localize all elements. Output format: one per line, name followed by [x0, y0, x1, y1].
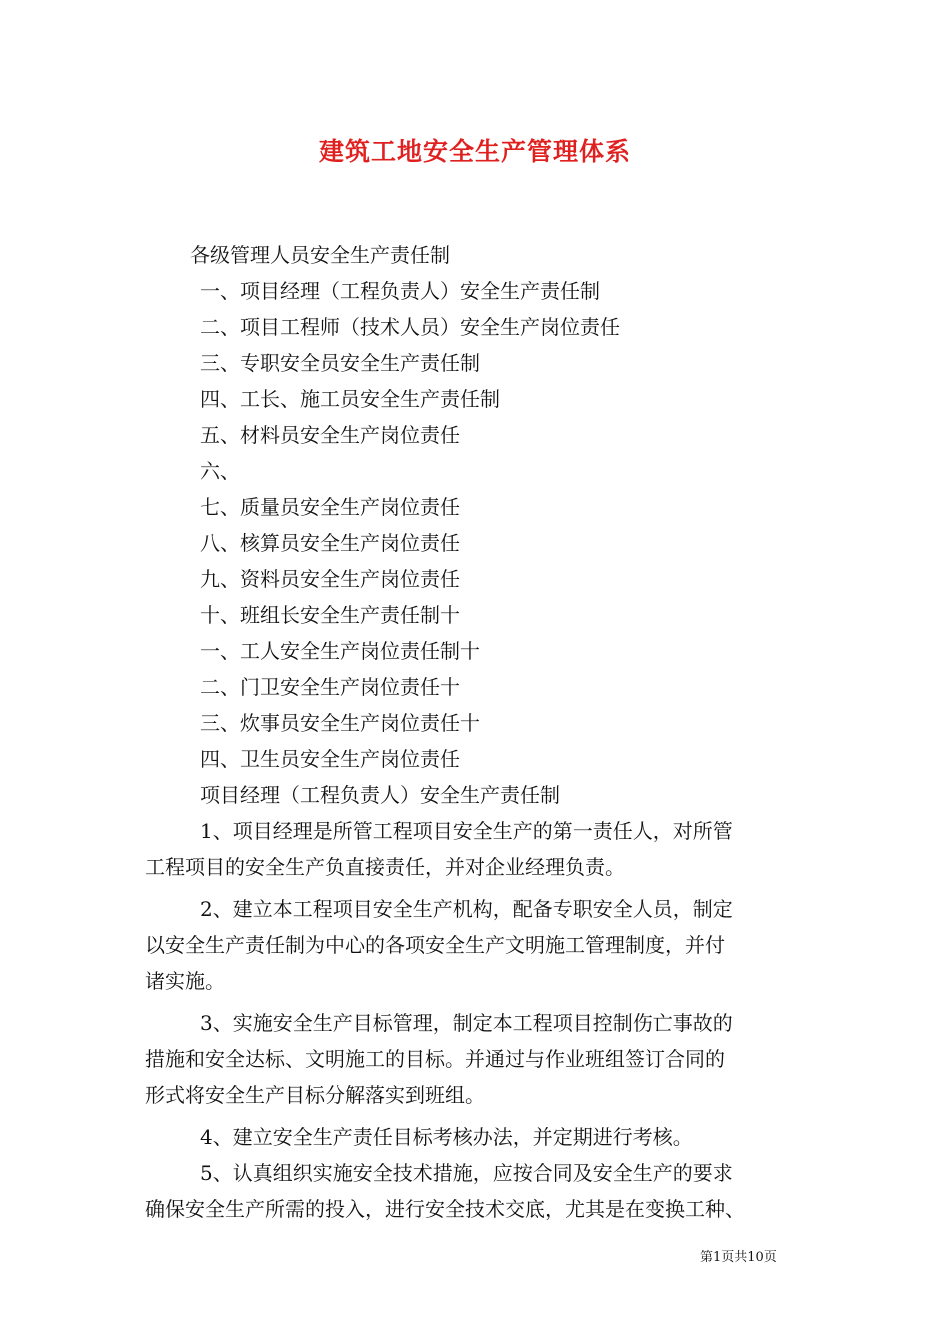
toc-item: 十、班组长安全生产责任制十: [200, 603, 460, 627]
toc-item: 一、项目经理（工程负责人）安全生产责任制: [200, 279, 600, 303]
paragraph-line: 确保安全生产所需的投入，进行安全技术交底，尤其是在变换工种、: [145, 1197, 745, 1221]
paragraph-line: 以安全生产责任制为中心的各项安全生产文明施工管理制度，并付: [145, 933, 725, 957]
page-number: 第1页共10页: [700, 1250, 777, 1265]
toc-item: 二、门卫安全生产岗位责任十: [200, 675, 460, 699]
toc-item: 一、工人安全生产岗位责任制十: [200, 639, 480, 663]
toc-item: 四、卫生员安全生产岗位责任: [200, 747, 460, 771]
paragraph-line: 形式将安全生产目标分解落实到班组。: [145, 1083, 485, 1107]
toc-item: 九、资料员安全生产岗位责任: [200, 567, 460, 591]
toc-item: 八、核算员安全生产岗位责任: [200, 531, 460, 555]
toc-item: 二、项目工程师（技术人员）安全生产岗位责任: [200, 315, 620, 339]
toc-item: 六、: [200, 459, 240, 483]
document-title: 建筑工地安全生产管理体系: [318, 137, 631, 166]
paragraph-line: 5、认真组织实施安全技术措施，应按合同及安全生产的要求: [200, 1161, 733, 1185]
list-heading: 各级管理人员安全生产责任制: [190, 243, 450, 267]
paragraph-line: 3、实施安全生产目标管理，制定本工程项目控制伤亡事故的: [200, 1011, 733, 1035]
paragraph-line: 诸实施。: [145, 969, 225, 993]
paragraph-line: 4、建立安全生产责任目标考核办法，并定期进行考核。: [200, 1125, 693, 1149]
toc-item: 三、专职安全员安全生产责任制: [200, 351, 480, 375]
toc-item: 四、工长、施工员安全生产责任制: [200, 387, 500, 411]
toc-item: 七、质量员安全生产岗位责任: [200, 495, 460, 519]
paragraph-line: 2、建立本工程项目安全生产机构，配备专职安全人员，制定: [200, 897, 733, 921]
section-title: 项目经理（工程负责人）安全生产责任制: [200, 783, 560, 807]
toc-item: 三、炊事员安全生产岗位责任十: [200, 711, 480, 735]
paragraph-line: 措施和安全达标、文明施工的目标。并通过与作业班组签订合同的: [145, 1047, 725, 1071]
paragraph-line: 工程项目的安全生产负直接责任，并对企业经理负责。: [145, 855, 625, 879]
toc-item: 五、材料员安全生产岗位责任: [200, 423, 460, 447]
paragraph-line: 1、项目经理是所管工程项目安全生产的第一责任人，对所管: [200, 819, 733, 843]
